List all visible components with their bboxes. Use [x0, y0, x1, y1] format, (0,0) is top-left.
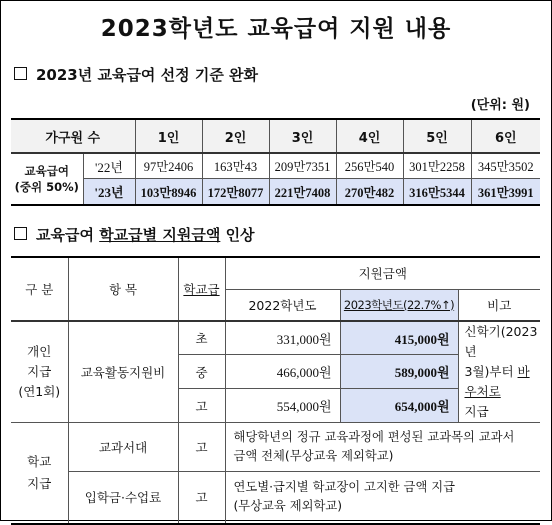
value-cell-highlight: 316만5344	[403, 179, 471, 206]
page-title: 2023학년도 교육급여 지원 내용	[100, 16, 452, 42]
note-line3: 지급	[464, 404, 489, 419]
personal-label-line3: (연1회)	[18, 384, 61, 399]
header-2023-text: 2023학년도(22.7%↑)	[343, 297, 455, 312]
personal-category	[11, 321, 68, 423]
school-label-line1: 학교	[27, 453, 52, 469]
unit-label: (단위: 원)	[470, 98, 530, 113]
value-cell: 209만7351	[269, 153, 336, 179]
school-category	[11, 423, 68, 524]
note-line2-pre: 3월)부터	[464, 364, 518, 379]
value-cell-highlight: 270만482	[336, 179, 403, 206]
row-label-line2: (중위 50%)	[14, 180, 79, 194]
header-category: 구 분	[11, 257, 68, 321]
header-household: 가구원 수	[11, 119, 135, 153]
amount-2023: 589,000원	[340, 355, 458, 389]
header-3person: 3인	[269, 119, 336, 153]
desc-line1: 연도별·급지별 학교장이 고지한 금액 지급	[233, 480, 455, 495]
desc-line2: (무상교육 제외학교)	[233, 499, 343, 514]
value-cell: 301만2258	[403, 153, 471, 179]
header-school-level	[178, 257, 225, 321]
section-heading-1	[14, 64, 258, 85]
value-cell: 163만43	[202, 153, 269, 179]
school-level: 고	[178, 423, 225, 472]
school-row-textbook	[11, 423, 540, 472]
criteria-row-2022	[11, 153, 540, 179]
personal-label-line2: 지급	[27, 364, 52, 379]
criteria-row-2023	[11, 179, 540, 206]
amount-2022: 466,000원	[225, 355, 340, 389]
year-2023: '23년	[83, 179, 135, 206]
school-level: 고	[178, 472, 225, 524]
value-cell-highlight: 221만7408	[269, 179, 336, 206]
header-2023	[340, 289, 458, 321]
criteria-table	[11, 118, 540, 206]
year-2022: '22년	[83, 153, 135, 179]
personal-label-line1: 개인	[27, 344, 52, 359]
value-cell-highlight: 361만3991	[471, 179, 540, 206]
school-item-textbook: 교과서대	[68, 423, 178, 472]
school-desc-textbook	[225, 423, 540, 472]
checkbox-square-icon	[14, 227, 27, 240]
school-label-line2: 지급	[27, 475, 52, 491]
header-2022: 2022학년도	[225, 289, 340, 321]
value-cell: 345만3502	[471, 153, 540, 179]
criteria-header-row	[11, 119, 540, 153]
desc-line2: 금액 전체(무상교육 제외학교)	[233, 449, 394, 463]
amount-2022: 331,000원	[225, 321, 340, 355]
value-cell: 97만2406	[135, 153, 202, 179]
support-amount-table	[11, 256, 540, 525]
school-desc-tuition	[225, 472, 540, 524]
personal-item: 교육활동지원비	[68, 321, 178, 423]
personal-row-elementary	[11, 321, 540, 355]
note-line2	[465, 362, 541, 402]
personal-note	[458, 321, 540, 423]
value-cell-highlight: 103만8946	[135, 179, 202, 206]
section-heading-2	[14, 224, 255, 245]
header-note: 비고	[458, 289, 540, 321]
row-label-line1: 교육급여	[24, 164, 69, 178]
school-item-tuition: 입학금·수업료	[68, 472, 178, 524]
level-elementary: 초	[178, 321, 225, 355]
header-item: 항 목	[68, 257, 178, 321]
header-6person: 6인	[471, 119, 540, 153]
amount-2022: 554,000원	[225, 389, 340, 423]
header-1person: 1인	[135, 119, 202, 153]
header-5person: 5인	[403, 119, 471, 153]
value-cell-highlight: 172만8077	[202, 179, 269, 206]
school-row-tuition	[11, 472, 540, 524]
level-middle: 중	[178, 355, 225, 389]
section-heading-2-pre: 교육급여	[36, 226, 100, 244]
header-2person: 2인	[202, 119, 269, 153]
header-4person: 4인	[336, 119, 403, 153]
section-heading-2-underlined: 학교급별 지원금액	[99, 226, 221, 244]
amount-2023: 415,000원	[340, 321, 458, 355]
header-support-amount: 지원금액	[225, 257, 540, 289]
criteria-row-label	[11, 153, 83, 205]
value-cell: 256만540	[336, 153, 403, 179]
section-heading-1-text: 2023년 교육급여 선정 기준 완화	[36, 66, 259, 84]
section-heading-2-post: 인상	[220, 226, 255, 244]
level-high: 고	[178, 389, 225, 423]
note-line1: 신학기(2023년	[464, 324, 538, 359]
desc-line1: 해당학년의 정규 교육과정에 편성된 교과목의 교과서	[233, 430, 515, 444]
checkbox-square-icon	[14, 67, 27, 80]
support-header-row-1	[11, 257, 540, 289]
header-school-level-text: 학교급	[183, 282, 220, 297]
amount-2023: 654,000원	[340, 389, 458, 423]
note-line2-underlined: 바우처로	[464, 364, 530, 399]
